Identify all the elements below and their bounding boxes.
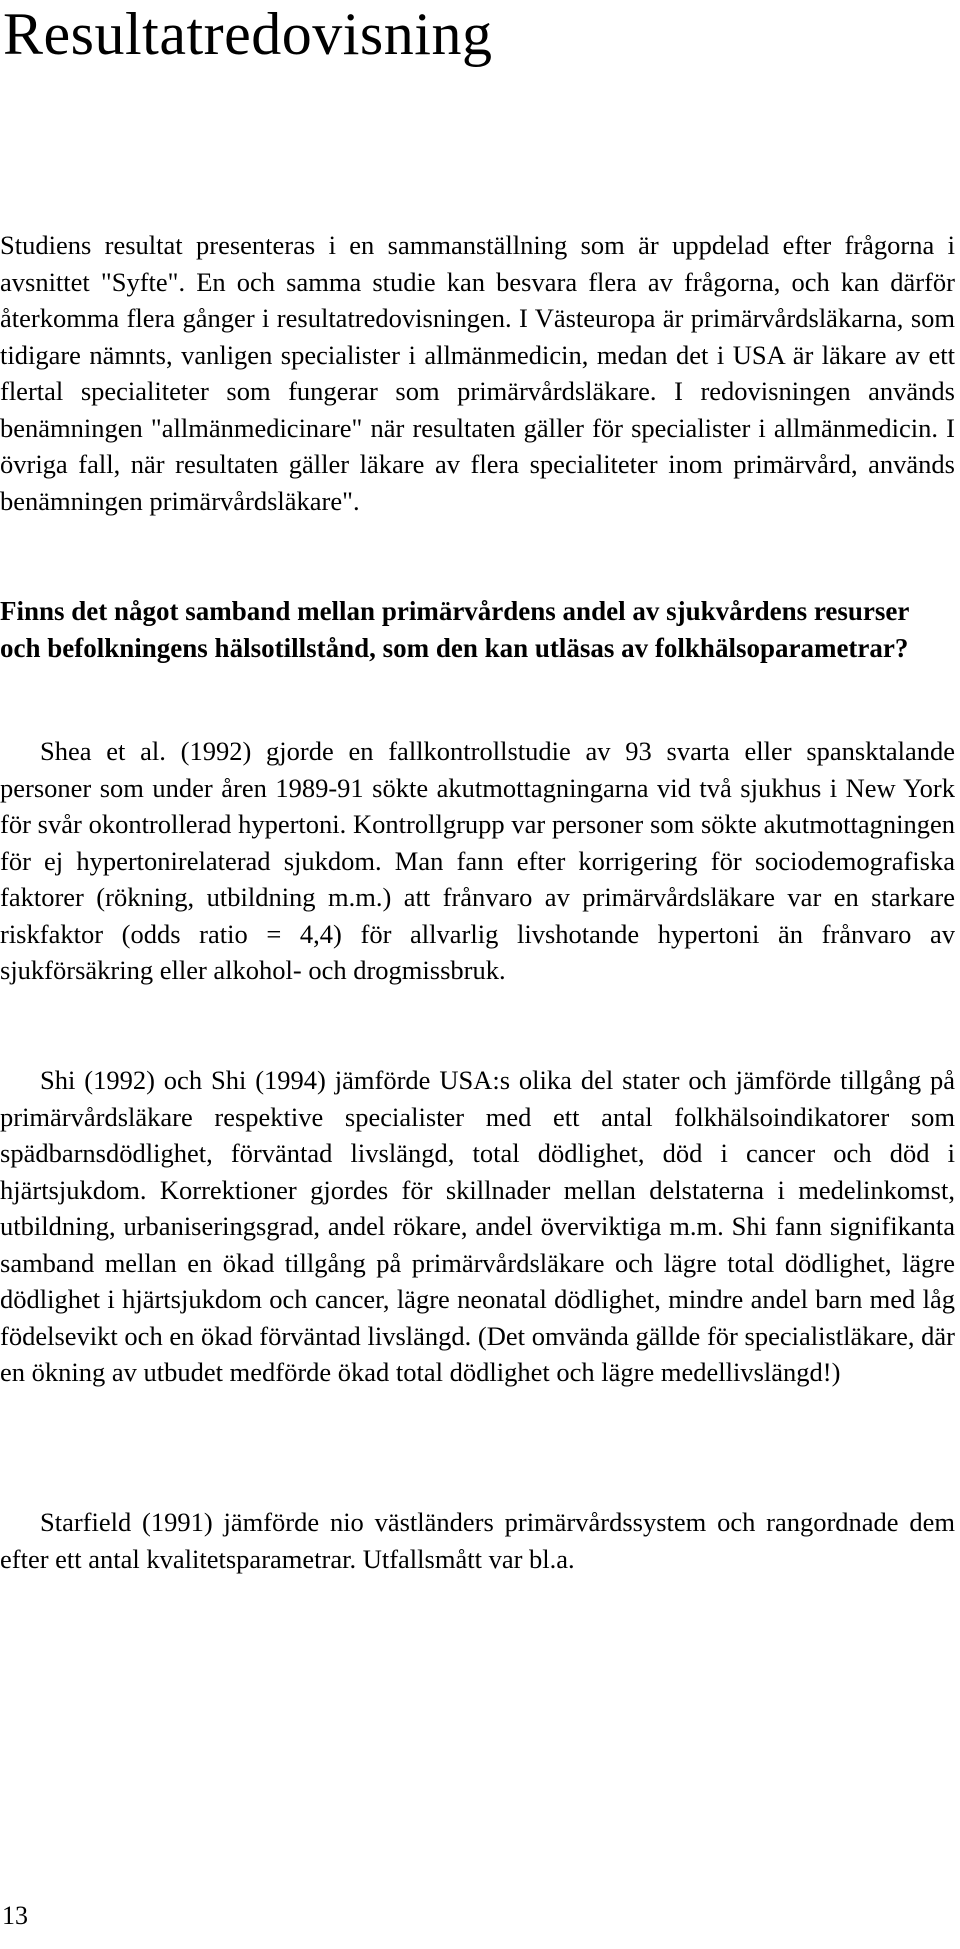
page-number: 13 <box>2 1901 28 1930</box>
body-paragraph-shi: Shi (1992) och Shi (1994) jämförde USA:s olika del stater och jämförde tillgång på primärvårdsläkare respektive specialister med ett antal folkhälsoindikatorer som spädbarnsdödlighet, förväntad livslängd, total dödlighet, död i cancer och död i hjärtsjukdom. Korrektioner gjordes för skillnader mellan delstaterna i medelinkomst, utbildning, urbaniseringsgrad, andel rökare, andel överviktiga m.m. Shi fann signifikanta samband mellan en ökad tillgång på primärvårdsläkare och lägre total dödlighet, lägre dödlighet i hjärtsjukdom och cancer, lägre neonatal dödlighet, mindre andel barn med låg födelsevikt och en ökad förväntad livslängd. (Det omvända gällde för specialistläkare, där en ökning av utbudet medförde ökad total dödlighet och lägre medellivslängd!) <box>0 1065 955 1387</box>
intro-paragraph: Studiens resultat presenteras i en sammanställning som är uppdelad efter frågorna i avsnittet "Syfte". En och samma studie kan besvara flera av frågorna, och kan därför återkomma flera gånger i resultatredovisningen. I Västeuropa är primärvårdsläkarna, som tidigare nämnts, vanligen specialister i allmänmedicin, medan det i USA är läkare av ett flertal specialiteter som fungerar som primärvårdsläkare. I redovisningen används benämningen "allmänmedicinare" när resultaten gäller för specialister i allmänmedicin. I övriga fall, när resultaten gäller läkare av flera specialiteter inom primärvård, används benämningen primärvårdsläkare". <box>0 230 955 516</box>
section-heading: Finns det något samband mellan primärvårdens andel av sjukvårdens resurser och befolkningens hälsotillstånd, som den kan utläsas av folkhälsoparametrar? <box>0 596 909 663</box>
body-paragraph-starfield: Starfield (1991) jämförde nio västländers primärvårdssystem och rangordnade dem efter ett antal kvalitetsparametrar. Utfallsmått var bl.a. <box>0 1507 955 1574</box>
body-paragraph-shea: Shea et al. (1992) gjorde en fallkontrollstudie av 93 svarta eller spansktalande personer som under åren 1989-91 sökte akutmottagningarna vid två sjukhus i New York för svår okontrollerad hypertoni. Kontrollgrupp var personer som sökte akutmottagningen för ej hypertonirelaterad sjukdom. Man fann efter korrigering för sociodemografiska faktorer (rökning, utbildning m.m.) att frånvaro av primärvårdsläkare var en starkare riskfaktor (odds ratio = 4,4) för allvarlig livshotande hypertoni än frånvaro av sjukförsäkring eller alkohol- och drogmissbruk. <box>0 736 955 985</box>
page-title: Resultatredovisning <box>3 1 493 67</box>
